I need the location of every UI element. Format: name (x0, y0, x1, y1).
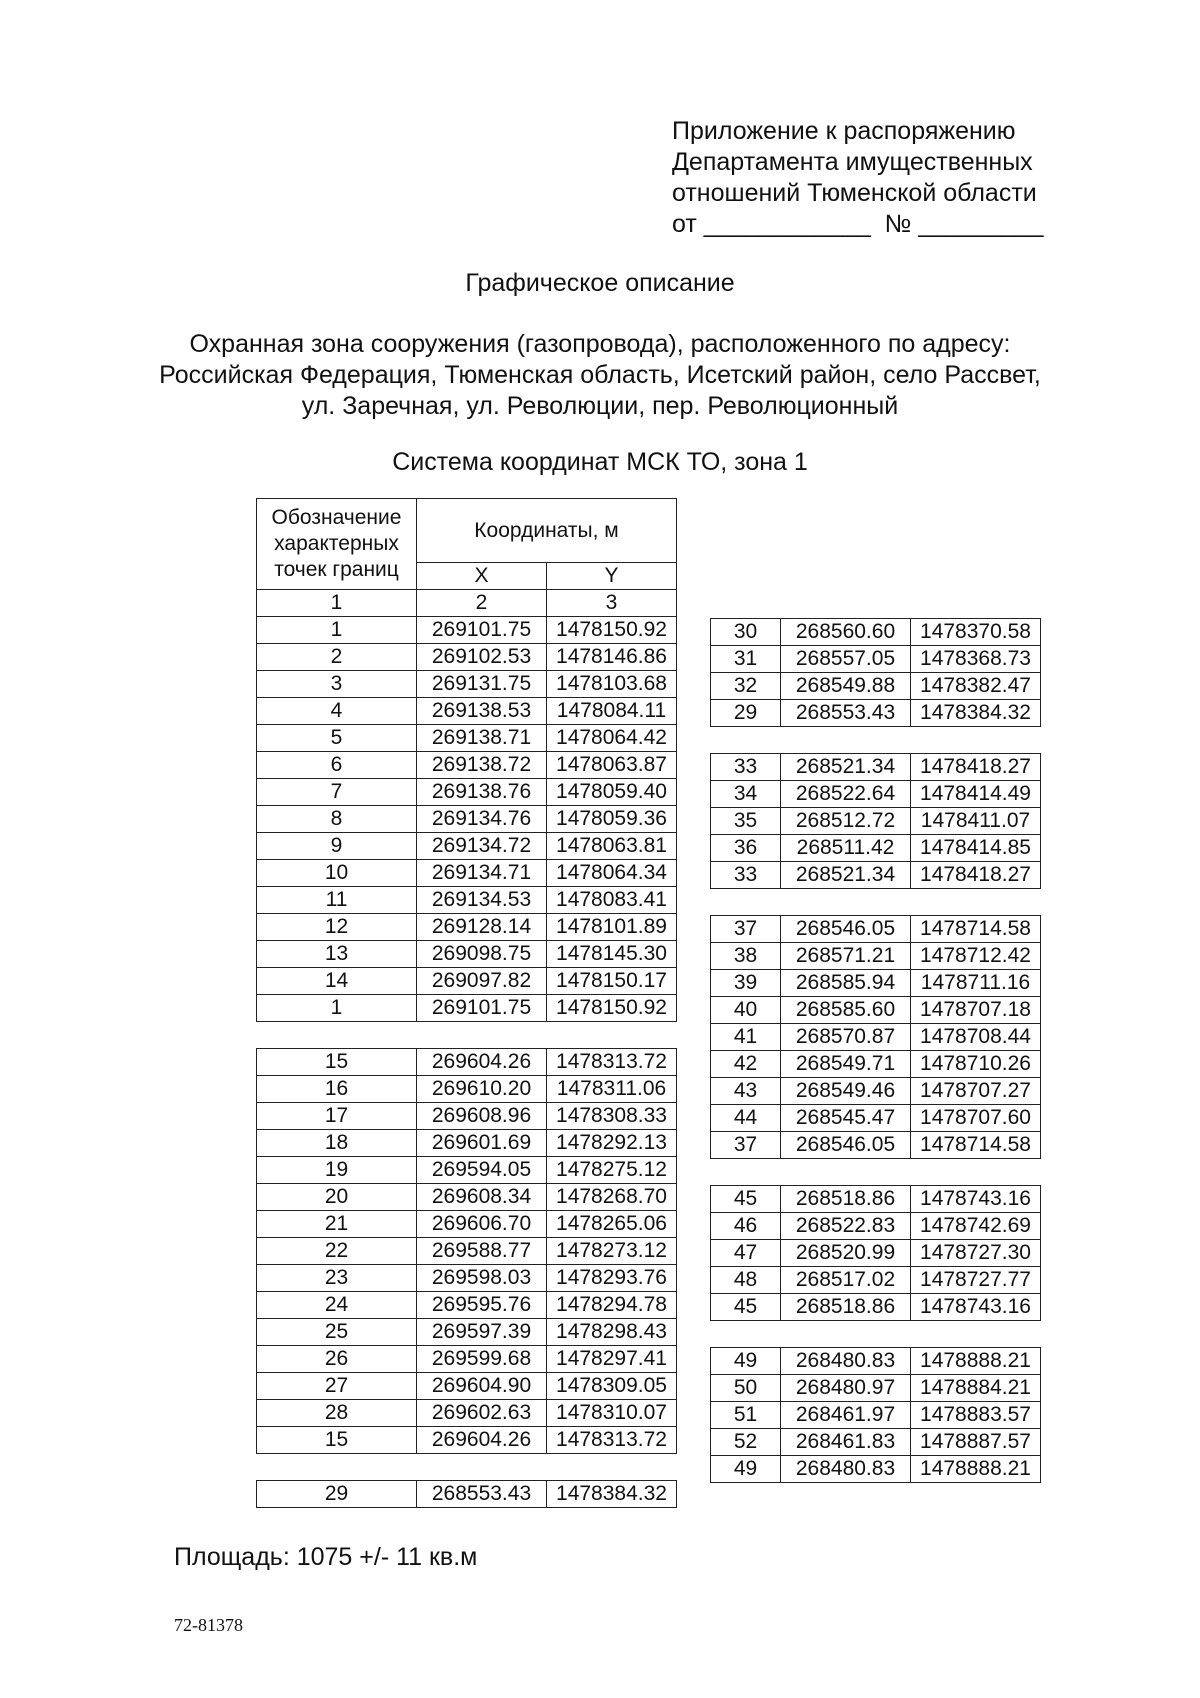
table-gap-cell (257, 1022, 677, 1049)
table-row (257, 752, 677, 779)
table-gap-cell (711, 1321, 1041, 1348)
y-cell: 1478310.07 (547, 1400, 677, 1427)
point-cell: 38 (711, 943, 781, 970)
y-cell: 1478268.70 (547, 1184, 677, 1211)
y-cell: 1478059.36 (547, 806, 677, 833)
y-cell: 1478418.27 (911, 754, 1041, 781)
table-row (257, 1076, 677, 1103)
table-row (257, 1238, 677, 1265)
point-cell: 33 (711, 754, 781, 781)
table-row (257, 1211, 677, 1238)
table-row (257, 806, 677, 833)
table-row (257, 968, 677, 995)
x-cell: 269134.76 (417, 806, 547, 833)
document-title: Графическое описание (465, 269, 735, 297)
x-cell: 269138.72 (417, 752, 547, 779)
x-cell: 269604.90 (417, 1373, 547, 1400)
x-cell: 268480.83 (781, 1456, 911, 1483)
y-cell: 1478384.32 (911, 700, 1041, 727)
x-cell: 269102.53 (417, 644, 547, 671)
table-row (711, 1294, 1041, 1321)
y-cell: 1478311.06 (547, 1076, 677, 1103)
table-row (257, 1184, 677, 1211)
x-cell: 268520.99 (781, 1240, 911, 1267)
point-cell: 18 (257, 1130, 417, 1157)
table-row (257, 617, 677, 644)
table-row (711, 970, 1041, 997)
x-cell: 268480.83 (781, 1348, 911, 1375)
point-cell: 13 (257, 941, 417, 968)
table-row (257, 1346, 677, 1373)
table-row (257, 833, 677, 860)
y-cell: 1478883.57 (911, 1402, 1041, 1429)
x-cell: 268585.60 (781, 997, 911, 1024)
x-cell: 268512.72 (781, 808, 911, 835)
point-cell: 3 (257, 671, 417, 698)
y-cell: 1478275.12 (547, 1157, 677, 1184)
y-cell: 1478294.78 (547, 1292, 677, 1319)
table-gap-row (711, 1159, 1041, 1186)
y-cell: 1478145.30 (547, 941, 677, 968)
table-row (257, 1373, 677, 1400)
table-row (711, 1105, 1041, 1132)
x-cell: 269602.63 (417, 1400, 547, 1427)
y-cell: 1478150.92 (547, 995, 677, 1022)
table-row (257, 1265, 677, 1292)
x-cell: 269134.53 (417, 887, 547, 914)
y-cell: 1478370.58 (911, 619, 1041, 646)
table-row (257, 1481, 677, 1508)
y-cell: 1478707.27 (911, 1078, 1041, 1105)
table-row (711, 1051, 1041, 1078)
y-cell: 1478265.06 (547, 1211, 677, 1238)
point-cell: 31 (711, 646, 781, 673)
point-cell: 47 (711, 1240, 781, 1267)
table-row (257, 1427, 677, 1454)
point-cell: 42 (711, 1051, 781, 1078)
table-row (711, 808, 1041, 835)
zone-description (0, 329, 1200, 422)
table-row (711, 1078, 1041, 1105)
point-cell: 1 (257, 617, 417, 644)
x-cell: 268549.88 (781, 673, 911, 700)
appendix-line: Департамента имущественных (672, 148, 1033, 176)
table-row (711, 862, 1041, 889)
x-cell: 268557.05 (781, 646, 911, 673)
y-cell: 1478293.76 (547, 1265, 677, 1292)
x-cell: 268545.47 (781, 1105, 911, 1132)
x-cell: 269599.68 (417, 1346, 547, 1373)
point-cell: 44 (711, 1105, 781, 1132)
x-cell: 268521.34 (781, 862, 911, 889)
x-cell: 268549.46 (781, 1078, 911, 1105)
point-cell: 8 (257, 806, 417, 833)
x-cell: 268571.21 (781, 943, 911, 970)
y-cell: 1478707.60 (911, 1105, 1041, 1132)
point-cell: 19 (257, 1157, 417, 1184)
x-cell: 268560.60 (781, 619, 911, 646)
table-gap-cell (711, 1159, 1041, 1186)
y-cell: 1478313.72 (547, 1427, 677, 1454)
x-cell: 269098.75 (417, 941, 547, 968)
point-cell: 45 (711, 1294, 781, 1321)
y-cell: 1478888.21 (911, 1348, 1041, 1375)
header-coordinates: Координаты, м (417, 499, 677, 563)
point-cell: 39 (711, 970, 781, 997)
point-cell: 7 (257, 779, 417, 806)
point-cell: 17 (257, 1103, 417, 1130)
y-cell: 1478711.16 (911, 970, 1041, 997)
table-row (711, 1132, 1041, 1159)
y-cell: 1478084.11 (547, 698, 677, 725)
point-cell: 49 (711, 1456, 781, 1483)
y-cell: 1478063.81 (547, 833, 677, 860)
x-cell: 268521.34 (781, 754, 911, 781)
x-cell: 268461.83 (781, 1429, 911, 1456)
y-cell: 1478414.49 (911, 781, 1041, 808)
point-cell: 28 (257, 1400, 417, 1427)
header-y: Y (547, 563, 677, 590)
x-cell: 269588.77 (417, 1238, 547, 1265)
coordinates-table-right (710, 618, 1041, 1483)
y-cell: 1478418.27 (911, 862, 1041, 889)
coordinates-table-left-body (257, 617, 677, 1508)
table-row (711, 700, 1041, 727)
header-col-number: 3 (547, 590, 677, 617)
header-col-number: 1 (257, 590, 417, 617)
point-cell: 33 (711, 862, 781, 889)
zone-description-line: Российская Федерация, Тюменская область, Исетский район, село Рассвет, (159, 361, 1041, 389)
table-row (711, 1240, 1041, 1267)
table-row (257, 1400, 677, 1427)
table-row (711, 673, 1041, 700)
point-cell: 22 (257, 1238, 417, 1265)
header-col-number: 2 (417, 590, 547, 617)
point-cell: 14 (257, 968, 417, 995)
point-cell: 29 (711, 700, 781, 727)
x-cell: 268553.43 (781, 700, 911, 727)
appendix-line: от ____________ № _________ (672, 210, 1044, 238)
x-cell: 269128.14 (417, 914, 547, 941)
table-row (257, 860, 677, 887)
table-row (711, 1375, 1041, 1402)
table-row (711, 916, 1041, 943)
y-cell: 1478064.42 (547, 725, 677, 752)
appendix-line: Приложение к распоряжению (672, 117, 1016, 145)
y-cell: 1478414.85 (911, 835, 1041, 862)
x-cell: 268553.43 (417, 1481, 547, 1508)
x-cell: 269138.76 (417, 779, 547, 806)
header-point-designation: Обозначение характерных точек границ (257, 499, 417, 590)
x-cell: 268517.02 (781, 1267, 911, 1294)
point-cell: 35 (711, 808, 781, 835)
x-cell: 269097.82 (417, 968, 547, 995)
table-row (711, 1186, 1041, 1213)
point-cell: 27 (257, 1373, 417, 1400)
table-row (257, 1103, 677, 1130)
point-cell: 6 (257, 752, 417, 779)
table-row (711, 619, 1041, 646)
y-cell: 1478727.30 (911, 1240, 1041, 1267)
point-cell: 25 (257, 1319, 417, 1346)
y-cell: 1478712.42 (911, 943, 1041, 970)
table-row (711, 781, 1041, 808)
table-row (257, 1130, 677, 1157)
table-row (257, 941, 677, 968)
x-cell: 269101.75 (417, 617, 547, 644)
x-cell: 269598.03 (417, 1265, 547, 1292)
y-cell: 1478103.68 (547, 671, 677, 698)
table-row (711, 835, 1041, 862)
y-cell: 1478298.43 (547, 1319, 677, 1346)
point-cell: 16 (257, 1076, 417, 1103)
x-cell: 269597.39 (417, 1319, 547, 1346)
point-cell: 2 (257, 644, 417, 671)
x-cell: 269134.72 (417, 833, 547, 860)
table-row (257, 914, 677, 941)
x-cell: 269606.70 (417, 1211, 547, 1238)
table-row (711, 1267, 1041, 1294)
point-cell: 26 (257, 1346, 417, 1373)
y-cell: 1478743.16 (911, 1186, 1041, 1213)
table-gap-row (711, 889, 1041, 916)
table-row (257, 725, 677, 752)
y-cell: 1478297.41 (547, 1346, 677, 1373)
x-cell: 268549.71 (781, 1051, 911, 1078)
y-cell: 1478384.32 (547, 1481, 677, 1508)
x-cell: 269594.05 (417, 1157, 547, 1184)
x-cell: 268546.05 (781, 916, 911, 943)
point-cell: 5 (257, 725, 417, 752)
x-cell: 269601.69 (417, 1130, 547, 1157)
y-cell: 1478146.86 (547, 644, 677, 671)
point-cell: 11 (257, 887, 417, 914)
table-row (711, 1024, 1041, 1051)
x-cell: 269138.53 (417, 698, 547, 725)
table-row (711, 1213, 1041, 1240)
zone-description-line: Охранная зона сооружения (газопровода), расположенного по адресу: (189, 330, 1011, 358)
x-cell: 268518.86 (781, 1186, 911, 1213)
x-cell: 269101.75 (417, 995, 547, 1022)
y-cell: 1478292.13 (547, 1130, 677, 1157)
table-row (257, 698, 677, 725)
y-cell: 1478150.92 (547, 617, 677, 644)
coordinates-table-right-body (711, 619, 1041, 1483)
point-cell: 51 (711, 1402, 781, 1429)
x-cell: 268570.87 (781, 1024, 911, 1051)
y-cell: 1478101.89 (547, 914, 677, 941)
y-cell: 1478888.21 (911, 1456, 1041, 1483)
x-cell: 268518.86 (781, 1294, 911, 1321)
table-gap-row (711, 727, 1041, 754)
point-cell: 23 (257, 1265, 417, 1292)
table-row (257, 671, 677, 698)
point-cell: 12 (257, 914, 417, 941)
table-row (711, 754, 1041, 781)
y-cell: 1478273.12 (547, 1238, 677, 1265)
x-cell: 268585.94 (781, 970, 911, 997)
point-cell: 40 (711, 997, 781, 1024)
y-cell: 1478382.47 (911, 673, 1041, 700)
table-row (257, 779, 677, 806)
table-gap-row (257, 1454, 677, 1481)
table-row (711, 1402, 1041, 1429)
point-cell: 45 (711, 1186, 781, 1213)
y-cell: 1478714.58 (911, 1132, 1041, 1159)
y-cell: 1478708.44 (911, 1024, 1041, 1051)
point-cell: 21 (257, 1211, 417, 1238)
point-cell: 32 (711, 673, 781, 700)
x-cell: 269595.76 (417, 1292, 547, 1319)
coordinate-system-label: Система координат МСК ТО, зона 1 (392, 448, 808, 476)
table-row (711, 1456, 1041, 1483)
appendix-block (672, 116, 1043, 240)
y-cell: 1478064.34 (547, 860, 677, 887)
x-cell: 268522.83 (781, 1213, 911, 1240)
y-cell: 1478710.26 (911, 1051, 1041, 1078)
table-row (711, 646, 1041, 673)
coordinates-table-left (256, 498, 677, 1508)
x-cell: 269604.26 (417, 1427, 547, 1454)
y-cell: 1478714.58 (911, 916, 1041, 943)
y-cell: 1478063.87 (547, 752, 677, 779)
y-cell: 1478083.41 (547, 887, 677, 914)
point-cell: 37 (711, 916, 781, 943)
point-cell: 15 (257, 1427, 417, 1454)
point-cell: 48 (711, 1267, 781, 1294)
x-cell: 269608.96 (417, 1103, 547, 1130)
y-cell: 1478308.33 (547, 1103, 677, 1130)
point-cell: 43 (711, 1078, 781, 1105)
x-cell: 268480.97 (781, 1375, 911, 1402)
y-cell: 1478059.40 (547, 779, 677, 806)
table-row (257, 644, 677, 671)
point-cell: 46 (711, 1213, 781, 1240)
x-cell: 269604.26 (417, 1049, 547, 1076)
point-cell: 41 (711, 1024, 781, 1051)
point-cell: 24 (257, 1292, 417, 1319)
point-cell: 9 (257, 833, 417, 860)
x-cell: 268522.64 (781, 781, 911, 808)
table-gap-cell (711, 889, 1041, 916)
y-cell: 1478309.05 (547, 1373, 677, 1400)
x-cell: 269138.71 (417, 725, 547, 752)
y-cell: 1478727.77 (911, 1267, 1041, 1294)
x-cell: 268546.05 (781, 1132, 911, 1159)
table-row (257, 995, 677, 1022)
point-cell: 10 (257, 860, 417, 887)
table-row (711, 997, 1041, 1024)
table-row (257, 1319, 677, 1346)
document-number: 72-81378 (174, 1615, 243, 1635)
area-label: Площадь: 1075 +/- 11 кв.м (174, 1543, 478, 1571)
zone-description-line: ул. Заречная, ул. Революции, пер. Революционный (301, 392, 899, 420)
y-cell: 1478707.18 (911, 997, 1041, 1024)
y-cell: 1478368.73 (911, 646, 1041, 673)
point-cell: 15 (257, 1049, 417, 1076)
table-gap-row (711, 1321, 1041, 1348)
y-cell: 1478411.07 (911, 808, 1041, 835)
header-x: X (417, 563, 547, 590)
x-cell: 269610.20 (417, 1076, 547, 1103)
y-cell: 1478884.21 (911, 1375, 1041, 1402)
y-cell: 1478313.72 (547, 1049, 677, 1076)
point-cell: 4 (257, 698, 417, 725)
x-cell: 269134.71 (417, 860, 547, 887)
table-row (711, 1348, 1041, 1375)
appendix-line: отношений Тюменской области (672, 179, 1037, 207)
y-cell: 1478150.17 (547, 968, 677, 995)
table-gap-cell (711, 727, 1041, 754)
x-cell: 268511.42 (781, 835, 911, 862)
table-row (257, 1049, 677, 1076)
y-cell: 1478743.16 (911, 1294, 1041, 1321)
point-cell: 29 (257, 1481, 417, 1508)
point-cell: 36 (711, 835, 781, 862)
y-cell: 1478742.69 (911, 1213, 1041, 1240)
point-cell: 34 (711, 781, 781, 808)
y-cell: 1478887.57 (911, 1429, 1041, 1456)
point-cell: 52 (711, 1429, 781, 1456)
table-row (711, 943, 1041, 970)
x-cell: 268461.97 (781, 1402, 911, 1429)
table-row (257, 1292, 677, 1319)
x-cell: 269608.34 (417, 1184, 547, 1211)
point-cell: 30 (711, 619, 781, 646)
table-gap-cell (257, 1454, 677, 1481)
x-cell: 269131.75 (417, 671, 547, 698)
table-row (257, 887, 677, 914)
point-cell: 49 (711, 1348, 781, 1375)
point-cell: 50 (711, 1375, 781, 1402)
point-cell: 20 (257, 1184, 417, 1211)
table-row (257, 1157, 677, 1184)
point-cell: 37 (711, 1132, 781, 1159)
table-row (711, 1429, 1041, 1456)
point-cell: 1 (257, 995, 417, 1022)
table-gap-row (257, 1022, 677, 1049)
